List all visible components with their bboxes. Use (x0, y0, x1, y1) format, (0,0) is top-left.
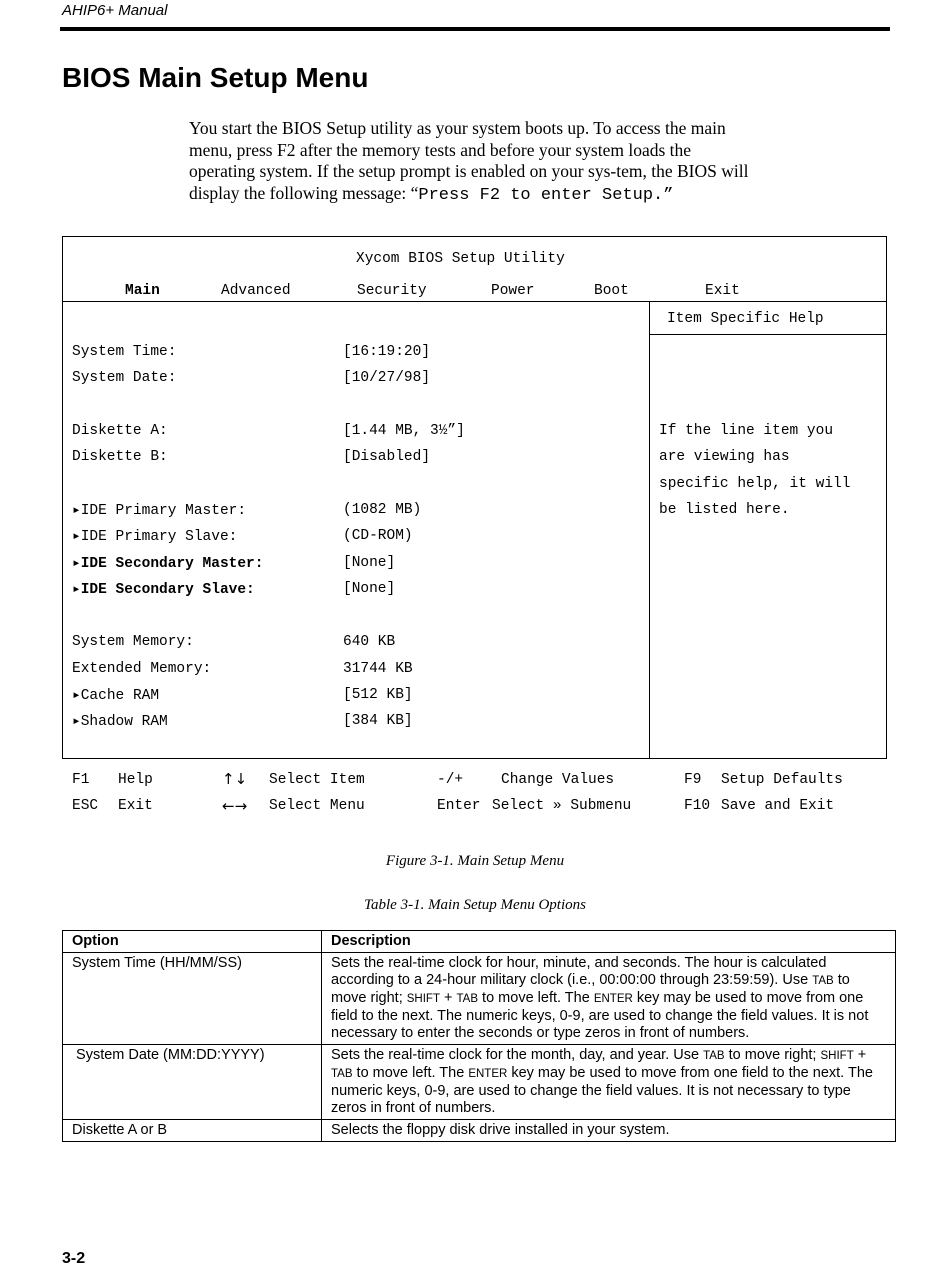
system-time-value[interactable]: [16:19:20] (343, 344, 431, 360)
bios-setup-screen (62, 236, 887, 759)
system-time-label: System Time: (72, 344, 177, 360)
option-cell: Diskette A or B (63, 1120, 322, 1142)
help-line: specific help, it will (659, 476, 851, 492)
save-and-exit-label: Save and Exit (721, 798, 835, 814)
desc-text: to move left. The (478, 990, 594, 1006)
ide-secondary-master-value: [None] (343, 555, 396, 571)
ide-primary-master-value: (1082 MB) (343, 502, 422, 518)
desc-text: + (853, 1047, 867, 1063)
page-title: BIOS Main Setup Menu (62, 62, 369, 93)
table-caption: Table 3-1. Main Setup Menu Options (364, 897, 586, 913)
desc-text: + (439, 990, 457, 1006)
f10-key: F10 (684, 798, 711, 814)
key-legend (72, 772, 892, 832)
bios-title: Xycom BIOS Setup Utility (356, 251, 565, 267)
intro-message: Press F2 to enter Setup.” (418, 185, 674, 205)
figure-caption: Figure 3-1. Main Setup Menu (385, 853, 565, 869)
system-memory-label: System Memory: (72, 634, 194, 650)
option-column-header: Option (63, 931, 322, 953)
page-number: 3-2 (62, 1250, 86, 1267)
ide-primary-slave-label[interactable]: ▸IDE Primary Slave: (72, 529, 238, 545)
ide-secondary-slave-label[interactable]: ▸IDE Secondary Slave: (72, 582, 255, 598)
up-down-arrows-icon: ↑↓ (222, 770, 248, 788)
cache-ram-label[interactable]: ▸Cache RAM (72, 688, 160, 704)
system-date-label: System Date: (72, 370, 177, 386)
shadow-ram-value: [384 KB] (343, 713, 413, 729)
menu-security[interactable]: Security (357, 283, 427, 299)
cache-ram-value: [512 KB] (343, 687, 413, 703)
diskette-a-value[interactable]: [1.44 MB, 3½”] (343, 423, 465, 439)
help-line: are viewing has (659, 449, 790, 465)
table-row (63, 1120, 896, 1142)
system-memory-value: 640 KB (343, 634, 396, 650)
header-rule (60, 27, 890, 31)
key-name: SHIFT (820, 1050, 854, 1062)
description-cell (322, 1045, 896, 1120)
shadow-ram-label[interactable]: ▸Shadow RAM (72, 714, 168, 730)
table-row (63, 1045, 896, 1120)
menu-main[interactable]: Main (125, 283, 160, 299)
description-cell (322, 953, 896, 1045)
select-menu-label: Select Menu (269, 798, 365, 814)
key-name: TAB (331, 1068, 353, 1080)
ide-secondary-master-label[interactable]: ▸IDE Secondary Master: (72, 556, 264, 572)
description-column-header: Description (322, 931, 896, 953)
ide-secondary-slave-value: [None] (343, 581, 396, 597)
f1-key: F1 (72, 772, 90, 788)
menu-boot[interactable]: Boot (594, 283, 629, 299)
setup-defaults-label: Setup Defaults (721, 772, 843, 788)
key-name: ENTER (468, 1068, 508, 1080)
menu-advanced[interactable]: Advanced (221, 283, 291, 299)
desc-text: key may be used to move from one field to the next. The numeric keys, 0-9, are used to change the field values. It is not necessary to type zeros in front of numbers. (331, 1065, 873, 1116)
help-line: If the line item you (659, 423, 834, 439)
desc-text: to move right; (331, 972, 850, 1006)
extended-memory-value: 31744 KB (343, 661, 413, 677)
desc-text: to move right; (724, 1047, 821, 1063)
description-cell: Selects the floppy disk drive installed in your system. (322, 1120, 896, 1142)
select-submenu-label: Select » Submenu (492, 798, 632, 814)
help-title-divider (649, 334, 886, 335)
diskette-a-label: Diskette A: (72, 423, 168, 439)
select-item-label: Select Item (269, 772, 365, 788)
f9-key: F9 (684, 772, 702, 788)
key-name: TAB (703, 1050, 725, 1062)
change-values-label: Change Values (501, 772, 615, 788)
diskette-b-value[interactable]: [Disabled] (343, 449, 431, 465)
help-line: be listed here. (659, 502, 790, 518)
menu-exit[interactable]: Exit (705, 283, 740, 299)
esc-exit-label: Exit (118, 798, 153, 814)
key-name: SHIFT (406, 993, 440, 1005)
desc-text: Sets the real-time clock for hour, minute, and seconds. The hour is calculated according to a 24-hour military clock (i.e., 00:00:00 through 23:59:59). Use (331, 955, 827, 988)
key-name: ENTER (593, 993, 633, 1005)
option-cell: System Date (MM:DD:YYYY) (63, 1045, 322, 1120)
table-row (63, 953, 896, 1045)
options-table (62, 930, 896, 1142)
desc-text: key may be used to move from one field to the next. The numeric keys, 0-9, are used to change the field values. It is not necessary to enter the seconds or type zeros in front of numbers. (331, 990, 869, 1041)
help-title: Item Specific Help (667, 311, 824, 327)
desc-text: Sets the real-time clock for the month, day, and year. Use (331, 1047, 704, 1063)
left-right-arrows-icon: ←→ (222, 797, 248, 815)
key-name: TAB (456, 993, 479, 1005)
header-title: AHIP6+ Manual (62, 2, 168, 19)
system-date-value[interactable]: [10/27/98] (343, 370, 431, 386)
intro-paragraph (189, 118, 759, 206)
esc-key: ESC (72, 798, 99, 814)
menu-power[interactable]: Power (491, 283, 535, 299)
option-cell: System Time (HH/MM/SS) (63, 953, 322, 1045)
table-header-row (63, 931, 896, 953)
help-panel-divider (649, 301, 650, 758)
plus-minus-key: -/+ (437, 772, 464, 788)
desc-text: to move left. The (352, 1065, 469, 1081)
menu-divider (63, 301, 886, 302)
f1-help-label: Help (118, 772, 153, 788)
diskette-b-label: Diskette B: (72, 449, 168, 465)
enter-key: Enter (437, 798, 481, 814)
key-name: TAB (812, 975, 834, 987)
ide-primary-slave-value: (CD-ROM) (343, 528, 413, 544)
ide-primary-master-label[interactable]: ▸IDE Primary Master: (72, 503, 247, 519)
intro-text: You start the BIOS Setup utility as your system boots up. To access the main menu, press F2 after the memory tests and before your system loads the operating system. If the setup prompt is enabled on your sys-tem, the BIOS will display the following message: “ (189, 118, 749, 203)
extended-memory-label: Extended Memory: (72, 661, 212, 677)
